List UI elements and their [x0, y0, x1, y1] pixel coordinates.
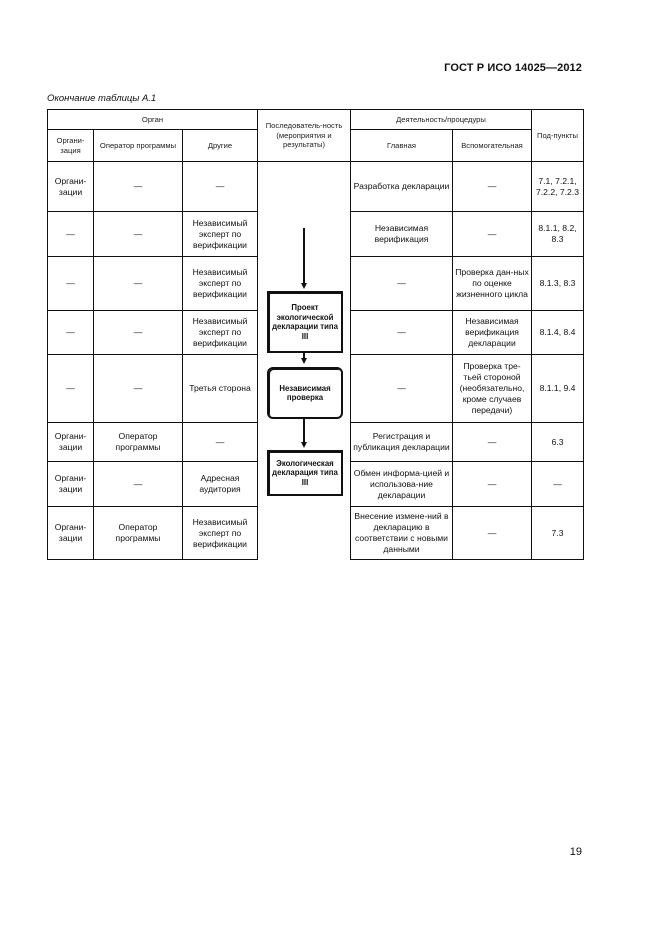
- header-activity: Деятельность/процедуры: [351, 110, 532, 130]
- cell-operator: Оператор программы: [94, 423, 183, 462]
- cell-sub: 8.1.4, 8.4: [532, 311, 584, 355]
- cell-aux: Проверка тре-тьей стороной (необязательно, кроме случаев передачи): [453, 355, 532, 423]
- cell-others: —: [183, 423, 258, 462]
- flow-box-draft-label: Проект экологической декларации типа III: [272, 303, 338, 341]
- header-others: Другие: [183, 130, 258, 162]
- cell-sub: 6.3: [532, 423, 584, 462]
- cell-org: Органи-зации: [48, 162, 94, 212]
- cell-operator: —: [94, 311, 183, 355]
- standard-number: ГОСТ Р ИСО 14025—2012: [444, 62, 582, 74]
- table-row: [48, 162, 584, 212]
- header-organization: Органи-зация: [48, 130, 94, 162]
- cell-others: —: [183, 162, 258, 212]
- cell-sub: 8.1.1, 9.4: [532, 355, 584, 423]
- cell-org: Органи-зации: [48, 507, 94, 560]
- cell-org: Органи-зации: [48, 423, 94, 462]
- table-a1: [47, 109, 584, 560]
- header-subclauses: Под-пункты: [532, 110, 584, 162]
- cell-others: Независимый эксперт по верификации: [183, 257, 258, 311]
- cell-others: Адресная аудитория: [183, 462, 258, 507]
- cell-operator: —: [94, 462, 183, 507]
- cell-sub: 8.1.1, 8.2, 8.3: [532, 212, 584, 257]
- cell-main: Разработка декларации: [351, 162, 453, 212]
- cell-sub: 8.1.3, 8.3: [532, 257, 584, 311]
- table-caption: Окончание таблицы А.1: [47, 93, 157, 104]
- header-operator: Оператор программы: [94, 130, 183, 162]
- cell-org: —: [48, 212, 94, 257]
- cell-aux: —: [453, 162, 532, 212]
- cell-main: —: [351, 355, 453, 423]
- cell-operator: —: [94, 212, 183, 257]
- cell-sub: 7.1, 7.2.1, 7.2.2, 7.2.3: [532, 162, 584, 212]
- cell-others: Независимый эксперт по верификации: [183, 507, 258, 560]
- cell-operator: Оператор программы: [94, 507, 183, 560]
- cell-main: —: [351, 257, 453, 311]
- header-main: Главная: [351, 130, 453, 162]
- header-auxiliary: Вспомогательная: [453, 130, 532, 162]
- cell-others: Независимый эксперт по верификации: [183, 311, 258, 355]
- cell-others: Третья сторона: [183, 355, 258, 423]
- cell-main: Обмен информа-цией и использова-ние декларации: [351, 462, 453, 507]
- cell-operator: —: [94, 355, 183, 423]
- cell-operator: —: [94, 257, 183, 311]
- cell-aux: —: [453, 212, 532, 257]
- cell-main: Внесение измене-ний в декларацию в соответствии с новыми данными: [351, 507, 453, 560]
- cell-aux: —: [453, 462, 532, 507]
- page-number: 19: [569, 846, 582, 858]
- cell-sub: 7.3: [532, 507, 584, 560]
- cell-org: Органи-зации: [48, 462, 94, 507]
- cell-operator: —: [94, 162, 183, 212]
- cell-others: Независимый эксперт по верификации: [183, 212, 258, 257]
- flow-box-verification-label: Независимая проверка: [279, 383, 331, 402]
- flow-column: [258, 162, 351, 560]
- flow-box-declaration-label: Экологическая декларация типа III: [272, 458, 338, 487]
- cell-org: —: [48, 311, 94, 355]
- cell-org: —: [48, 257, 94, 311]
- cell-main: —: [351, 311, 453, 355]
- cell-sub: —: [532, 462, 584, 507]
- cell-aux: —: [453, 423, 532, 462]
- header-organ: Орган: [48, 110, 258, 130]
- cell-aux: Проверка дан-ных по оценке жизненного цикла: [453, 257, 532, 311]
- header-sequence: Последователь-ность (мероприятия и результаты): [258, 110, 351, 162]
- cell-org: —: [48, 355, 94, 423]
- cell-aux: Независимая верификация декларации: [453, 311, 532, 355]
- cell-main: Регистрация и публикация декларации: [351, 423, 453, 462]
- cell-main: Независимая верификация: [351, 212, 453, 257]
- cell-aux: —: [453, 507, 532, 560]
